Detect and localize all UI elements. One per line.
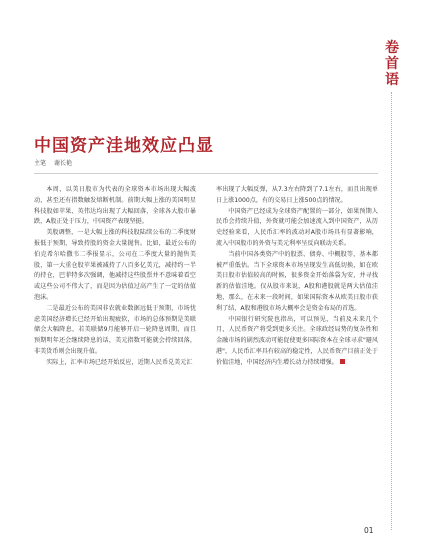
end-of-article-mark xyxy=(340,359,345,364)
paragraph: 当前中国各类资产中的股票、债券、中概股等，基本都被严重低估。当下全球资本市场呈现发生高低切换，如在欧美日股市估值较高的时候，很多资金开始落袋为安，并寻找新的估值洼地。仅从股市来说，A股和港股就是两大估值洼地，那么，在未来一段时间，如果国际资本从欧美日股市获利了结，A股和港股市场大概率会是资金布局的首选。 xyxy=(216,250,378,312)
section-label-char: 卷 xyxy=(385,40,399,56)
paragraph: 美股调整，一是大幅上涨的科技股陆续公布的二季度财报低于预期，导致持股的资金大量抛售。比如，最近公布的伯克希尔哈撒韦二季报显示，公司在二季度大量的抛售美股，第一大重仓股苹果被减持了八百多亿美元，减持约一半的持仓，巴菲特多次强调，他减持这些股票并不意味着看空或这些公司不伟大了，而是因为估值过高产生了一定的估值泡沫。 xyxy=(34,229,196,301)
byline xyxy=(34,158,72,167)
paragraph: 率出现了大幅反弹，从7.3左右降到了7.1左右，而且出现单日上涨1000点，有的交易日上涨500点的情况。 xyxy=(216,186,378,204)
article-title: 中国资产洼地效应凸显 xyxy=(34,136,214,156)
byline-author: 谢长艳 xyxy=(54,160,73,167)
paragraph-with-end-mark xyxy=(216,315,378,369)
byline-role: 主笔 xyxy=(34,160,47,167)
section-label xyxy=(384,40,400,88)
paragraph: 实际上，汇率市场已经开始反应，近期人民币兑美元汇 xyxy=(46,358,193,366)
section-label-char: 语 xyxy=(385,72,399,88)
paragraph: 本周，以美日股市为代表的全球资本市场出现大幅波动，甚至还有指数触发熔断机制。前期大幅上涨的美国明星科技股如苹果、英伟达均出现了大幅回落，全球各大股市暴跌，A股正处于压力，中国资产表现坚挺。 xyxy=(34,186,196,226)
paragraph: 二是最近公布的美国非农就业数据远低于预期，市场忧虑美国经济增长已经开始出现疲软，市场的总体预期是美联储会大幅降息，若美联储9月能够开启一轮降息周期，而且预期明年还会继续降息的话，美元指数可能就会持续回落，非美货币则会出现升值。 xyxy=(34,304,196,355)
vertical-dotted-rule xyxy=(391,92,392,530)
left-column xyxy=(34,185,196,369)
section-label-char: 首 xyxy=(385,56,399,72)
paragraph-text: 中国银行研究院也指出，可以预见，当前及未来几个月，人民币资产将受到更多关注。全球政经局势的复杂性和金融市场的剧烈波动可能促使更多国际资本在全球寻求"避风港"，人民币汇率具有较高的稳定性，人民币资产目前正处于价值洼地，中国经济内生增长动力持续增强。 xyxy=(216,315,378,366)
paragraph: 中国资产已经成为全球资产配置的一部分，如果预期人民币会持续升值，外资就可能会加速流入到中国资产，从历史经验来看，人民币汇率的波动对A股市场具有显著影响，流入中国股市的外资与美元利率呈反向联动关系。 xyxy=(216,207,378,247)
page-number: 01 xyxy=(364,526,374,535)
title-divider xyxy=(34,173,378,174)
right-column xyxy=(216,185,378,369)
